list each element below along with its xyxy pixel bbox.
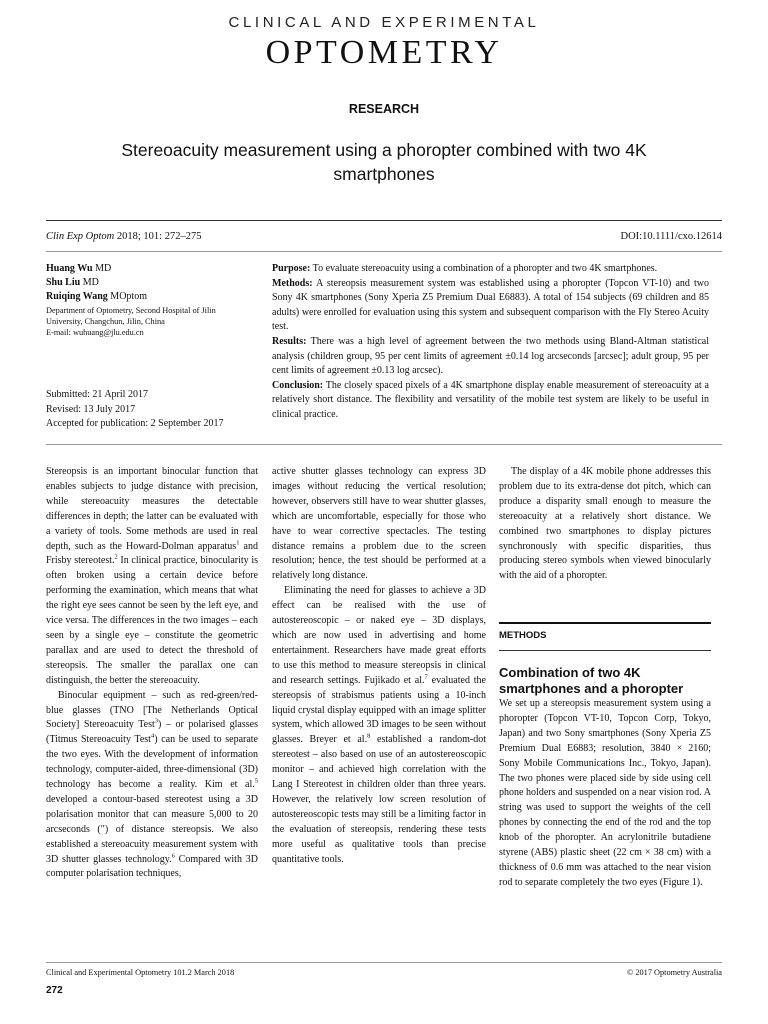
revised-date: Revised: 13 July 2017 [46,403,136,415]
citation-journal: Clin Exp Optom [46,231,115,242]
author: Huang Wu MD [46,263,112,274]
accepted-date: Accepted for publication: 2 September 2017 [46,418,224,429]
methods-heading: METHODS [499,630,547,641]
submitted-date: Submitted: 21 April 2017 [46,389,148,400]
title-line-1: Stereoacuity measurement using a phoropter combined with two 4K [121,140,647,160]
title-line-2: smartphones [333,164,435,184]
author-email[interactable]: E-mail: wuhuang@jlu.edu.cn [46,328,144,337]
subsection-heading: Combination of two 4K smartphones and a phoropter [499,665,684,696]
paragraph: Stereopsis is an important binocular function that enables subjects to judge distance with precision, while stereoacuity measures the detectable differences in depth; the latter can be evaluated with a variety of tools. Some methods are used in real depth, such as the Howard-Dolman apparatus$^1$ and Frisby stereotest.$^2$ In clinical practice, binocularity is often broken using a certain device before performing the examination, which means that what the right eye sees cannot be seen by the left eye, and vice versa. The differences in the two images – each seen by a single eye – constitute the geometric parallax and are used to detect the threshold of stereopsis. The smaller the parallax one can distinguish, the better the stereoacuity. [46,466,258,686]
header-divider [46,220,722,221]
abstract-methods: Methods: A stereopsis measurement system was established using a phoropter (Topcon VT-10) and two Sony 4K smartphones (Sony Xperia Z5 Premium Dual E6883). A total of 154 subjects (69 children and 85 adults) were enrolled for evaluation using this system and subsequent comparison with the Fly Stereo Acuity test. [272,277,709,333]
abstract-results: Results: There was a high level of agreement between the two methods using Bland-Altman statistical analysis (children group, 95 per cent limits of agreement ±0.14 log arcseconds [arcsec]; adult group, 95 per cent limits of agreement ±0.13 log arcsec). [272,335,709,377]
submission-dates [46,388,266,432]
journal-top-line: CLINICAL AND EXPERIMENTAL [228,14,540,31]
author: Shu Liu MD [46,277,99,288]
body-column-2 [272,465,486,867]
citation [46,231,201,242]
paragraph: The display of a 4K mobile phone addresses this problem due to its extra-dense dot pitch, which can produce a disparity small enough to measure the stereoacuity at a relatively short distance. We combined two smartphones to display pictures synchronously with specific disparities, thus producing stereo symbols when viewed binocularly with the aid of a phoropter. [499,466,711,582]
methods-rule-top [499,622,711,624]
section-label: RESEARCH [348,102,420,116]
paragraph: Eliminating the need for glasses to achieve a 3D effect can be realised with the use of autostereoscopic – or naked eye – 3D displays, which are now used in advertising and home entertainment. Researchers have made great efforts to use this method to measure stereopsis in clinical and research settings. Fujikado et al.$^7$ evaluated the stereopsis of strabismus patients using a 10-inch liquid crystal display equipped with an image splitter system, which allowed 3D images to be seen without glasses. Breyer et al.$^8$ established a random-dot stereotest – also based on use of an autostereoscopic monitor – and achieved high correlation with the Lang I Stereotest in children older than three years. However, the relatively low screen resolution of autostereoscopic tests may still be a limiting factor in the evaluation of stereopsis, rendering these tests more useful as qualitative tools than precise quantitative tools. [272,585,487,865]
methods-rule-bottom [499,650,711,651]
author: Ruiqing Wang MOptom [46,291,147,302]
doi[interactable]: DOI:10.1111/cxo.12614 [620,231,722,242]
paragraph: active shutter glasses technology can express 3D images without reducing the vertical resolution; however, observers still have to wear shutter glasses, which are uncomfortable, especially for those who have to wear corrective spectacles. The testing distance remains a problem due to the screen resolution; hence, the test should be performed at a relatively long distance. [272,466,486,582]
article-title [60,138,708,186]
abstract-conclusion: Conclusion: The closely spaced pixels of a 4K smartphone display enable measurement of stereoacuity at a relatively short distance. The flexibility and versatility of the mobile test system are likely to be useful in clinical practice. [272,379,709,420]
abstract-purpose: Purpose: To evaluate stereoacuity using a combination of a phoropter and two 4K smartphones. [272,263,658,274]
citation-details: 2018; 101: 272–275 [114,231,202,242]
body-column-3-methods [499,697,711,891]
body-column-3 [499,465,711,584]
page-number: 272 [46,985,63,996]
author-block [46,262,261,338]
journal-name: OPTOMETRY [265,34,503,71]
abstract [272,262,709,423]
paragraph: Binocular equipment – such as red-green/red-blue glasses (TNO [The Netherlands Optical Society] Stereoacuity Test$^3$) – or polarised glasses (Titmus Stereoacuity Test$^4$) can be used to separate the two eyes. With the development of information technology, computer-aided, three-dimensional (3D) technology has become a reality. Kim et al.$^5$ developed a contour-based stereotest using a 3D polarisation monitor that can measure 5,000 to 20 arcseconds (″) of distance stereopsis. We also established a stereoacuity measurement system with 3D shutter glasses technology.$^6$ Compared with 3D computer polarisation techniques, [46,689,258,880]
paragraph: We set up a stereopsis measurement system using a phoropter (Topcon VT-10, Topcon Corp, Tokyo, Japan) and two Sony smartphones (Sony Xperia Z5 Premium Dual E6883; resolution, 3840 × 2160; Sony Mobile Communications Inc., Tokyo, Japan). The two phones were placed side by side using cell phone holders and suspended on a near vision rod. A string was used to support the weights of the cell phones by connecting the end of the rod and the top knob of the phoropter. An acrylonitrile butadiene styrene (ABS) plastic sheet (22 cm × 38 cm) with a thickness of 0.6 mm was attached to the near vision rod to separate completely the two eyes (Figure 1). [499,698,711,888]
footer-journal: Clinical and Experimental Optometry 101.2 March 2018 [46,968,235,977]
body-column-1 [46,465,258,882]
citation-divider [46,251,722,252]
footer-divider [46,962,722,963]
footer-copyright: © 2017 Optometry Australia [626,968,722,977]
affiliation: Department of Optometry, Second Hospital of Jilin University, Changchun, Jilin, China E-mail: wuhuang@jlu.edu.cn [46,305,261,338]
abstract-divider [46,444,722,445]
